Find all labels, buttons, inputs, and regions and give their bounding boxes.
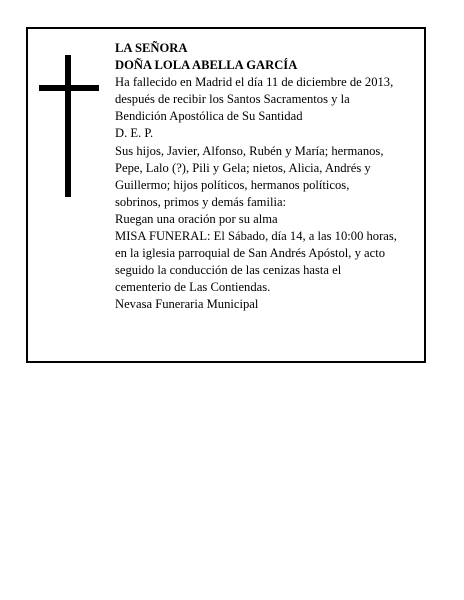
notice-line: Ha fallecido en Madrid el día 11 de diciembre de 2013, (115, 75, 394, 90)
obituary-notice (26, 27, 426, 363)
notice-line: Sus hijos, Javier, Alfonso, Rubén y María; hermanos, (115, 143, 384, 158)
notice-line: seguido la conducción de las cenizas hasta el (115, 263, 342, 278)
notice-line: cementerio de Las Contiendas. (115, 280, 271, 295)
notice-title: LA SEÑORA (115, 41, 188, 55)
funeral-mass-line: MISA FUNERAL: El Sábado, día 14, a las 10:00 horas, (115, 229, 397, 244)
notice-line: Bendición Apostólica de Su Santidad (115, 109, 303, 124)
funeral-home-line: Nevasa Funeraria Municipal (115, 297, 259, 312)
cross-icon (39, 55, 99, 197)
prayer-request-line: Ruegan una oración por su alma (115, 211, 278, 226)
notice-line: Guillermo; hijos políticos, hermanos políticos, (115, 177, 350, 192)
notice-line: después de recibir los Santos Sacramentos y la (115, 92, 350, 107)
rest-in-peace-line: D. E. P. (115, 126, 154, 141)
notice-line: en la iglesia parroquial de San Andrés Apóstol, y acto (115, 246, 386, 261)
cross-horizontal-bar (39, 85, 99, 91)
notice-line: Pepe, Lalo (?), Pili y Gela; nietos, Alicia, Andrés y (115, 160, 371, 175)
notice-line: sobrinos, primos y demás familia: (115, 194, 287, 209)
notice-text (115, 40, 425, 314)
deceased-name: DOÑA LOLA ABELLA GARCÍA (115, 58, 298, 73)
cross-vertical-bar (65, 55, 71, 197)
